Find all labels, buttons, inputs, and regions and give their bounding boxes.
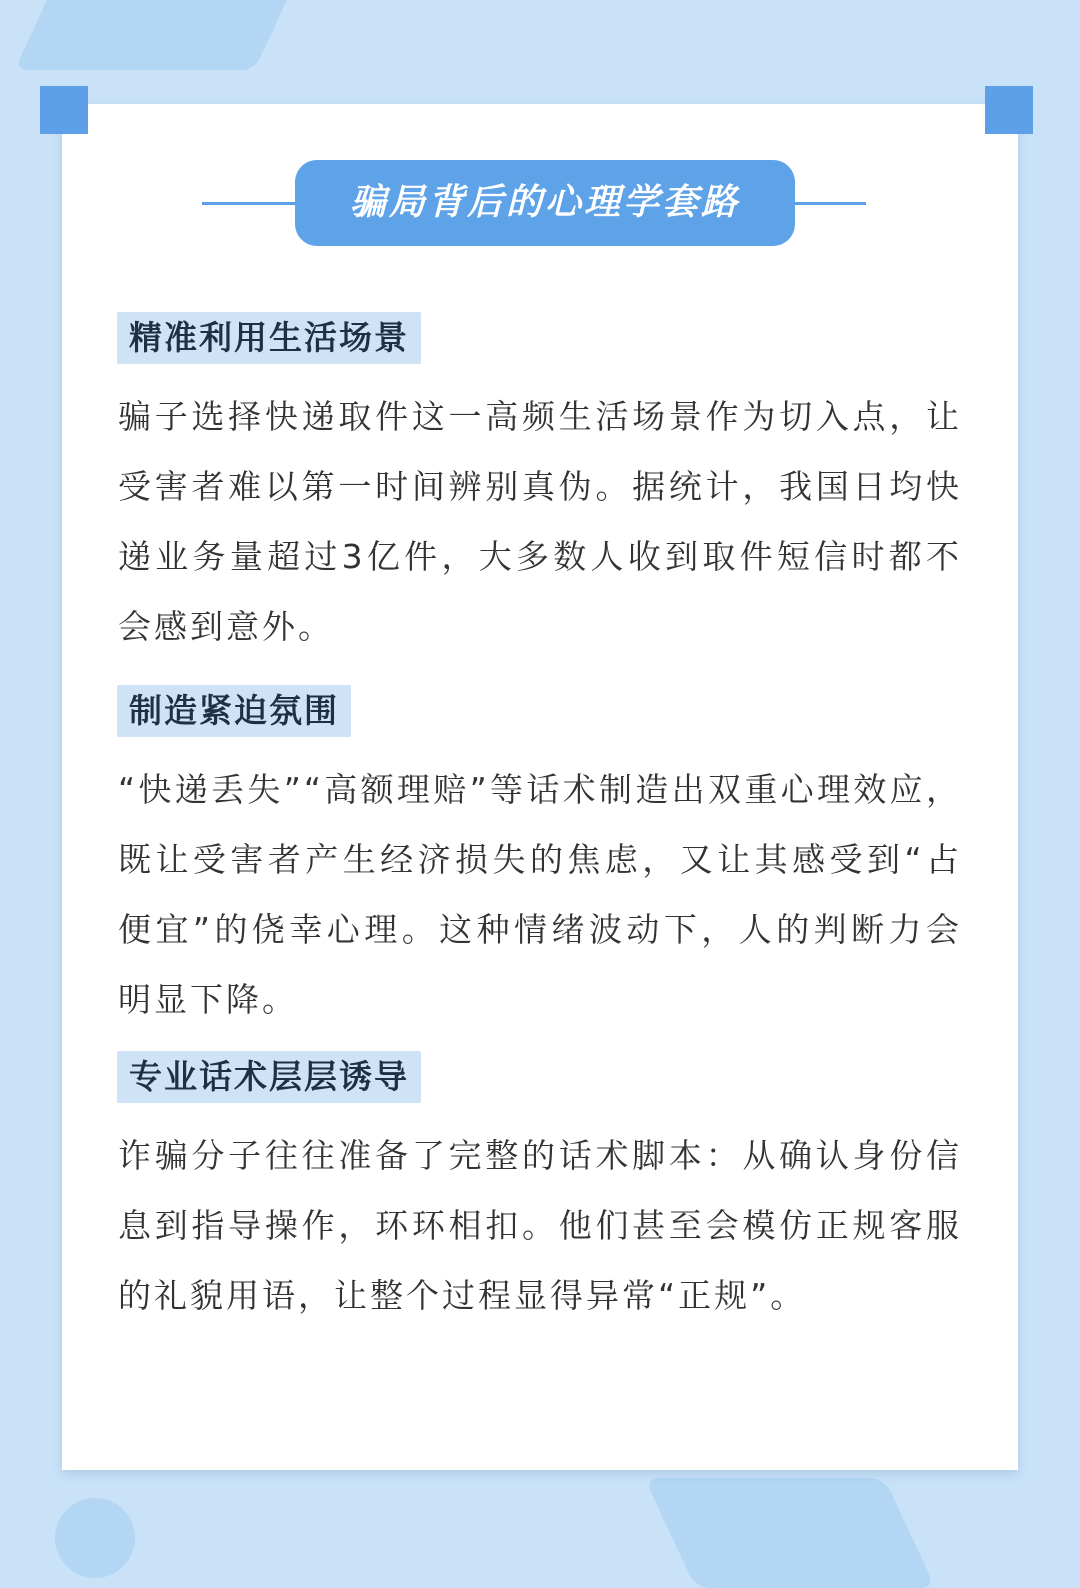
background-shape-top-left xyxy=(14,0,305,70)
corner-decoration-right xyxy=(985,86,1033,134)
title-banner xyxy=(0,160,1080,246)
section-heading-1: 精准利用生活场景 xyxy=(117,312,421,364)
section-heading-3: 专业话术层层诱导 xyxy=(117,1051,421,1103)
corner-decoration-left xyxy=(40,86,88,134)
section-heading-2: 制造紧迫氛围 xyxy=(117,685,351,737)
section-body-1: 骗子选择快递取件这一高频生活场景作为切入点，让受害者难以第一时间辨别真伪。据统计，我国日均快递业务量超过3亿件，大多数人收到取件短信时都不会感到意外。 xyxy=(118,397,962,646)
background-circle-bottom-left xyxy=(55,1498,135,1578)
background-shape-bottom-right xyxy=(644,1478,935,1588)
title-line-right xyxy=(790,202,866,205)
section-body-2: “快递丢失”“高额理赔”等话术制造出双重心理效应，既让受害者产生经济损失的焦虑，又让其感受到“占便宜”的侥幸心理。这种情绪波动下，人的判断力会明显下降。 xyxy=(118,770,962,1019)
title-line-left xyxy=(202,202,298,205)
section-body-3: 诈骗分子往往准备了完整的话术脚本：从确认身份信息到指导操作，环环相扣。他们甚至会模仿正规客服的礼貌用语，让整个过程显得异常“正规”。 xyxy=(118,1136,962,1315)
page-title: 骗局背后的心理学套路 xyxy=(295,160,795,246)
